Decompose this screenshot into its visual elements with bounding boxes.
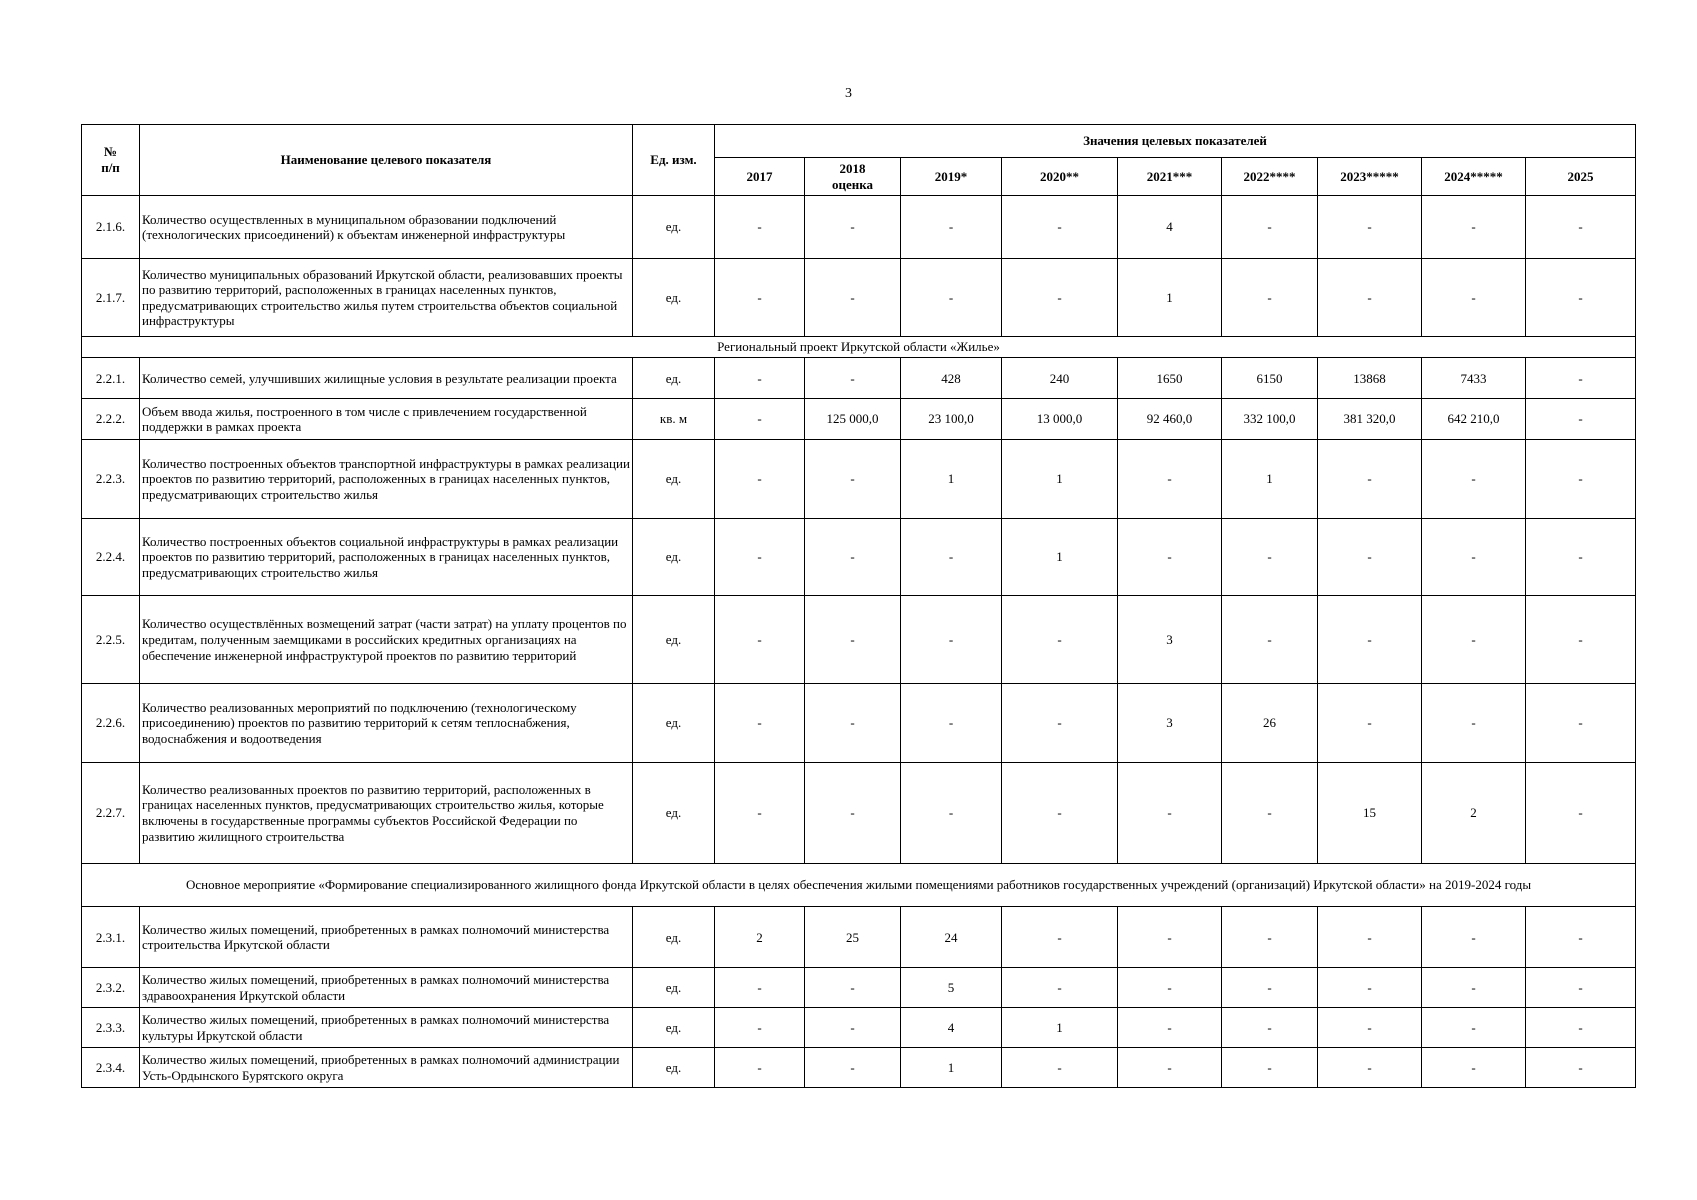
value-cell: - <box>1002 907 1118 968</box>
header-unit: Ед. изм. <box>633 125 715 196</box>
indicator-name: Объем ввода жилья, построенного в том числе с привлечением государственной поддержки в рамках проекта <box>140 399 633 440</box>
unit-cell: ед. <box>633 518 715 595</box>
value-cell: - <box>715 518 805 595</box>
value-cell: - <box>901 259 1002 336</box>
value-cell: 13868 <box>1318 358 1422 399</box>
value-cell: - <box>1118 762 1222 863</box>
value-cell: - <box>1422 968 1526 1008</box>
value-cell: - <box>1422 259 1526 336</box>
row-number: 2.3.2. <box>82 968 140 1008</box>
value-cell: - <box>1118 907 1222 968</box>
unit-cell: ед. <box>633 907 715 968</box>
indicator-name: Количество жилых помещений, приобретенных в рамках полномочий администрации Усть-Ордынского Бурятского округа <box>140 1048 633 1088</box>
value-cell: - <box>1526 518 1636 595</box>
value-cell: 1 <box>1002 518 1118 595</box>
value-cell: 332 100,0 <box>1222 399 1318 440</box>
value-cell: - <box>1526 196 1636 259</box>
value-cell: - <box>1422 518 1526 595</box>
table-row <box>82 440 1636 519</box>
indicator-name: Количество муниципальных образований Иркутской области, реализовавших проекты по развитию территорий, расположенных в границах населенных пунктов, предусматривающих строительство жилья путем строительства объектов социальной инфраструктуры <box>140 259 633 336</box>
value-cell: - <box>715 762 805 863</box>
value-cell: - <box>715 196 805 259</box>
value-cell: - <box>1002 596 1118 684</box>
table-row <box>82 1008 1636 1048</box>
value-cell: - <box>1526 596 1636 684</box>
value-cell: - <box>1422 684 1526 763</box>
value-cell: 428 <box>901 358 1002 399</box>
value-cell: - <box>1222 518 1318 595</box>
value-cell: - <box>1422 1048 1526 1088</box>
value-cell: - <box>901 196 1002 259</box>
indicator-name: Количество жилых помещений, приобретенных в рамках полномочий министерства культуры Иркутской области <box>140 1008 633 1048</box>
value-cell: - <box>1222 968 1318 1008</box>
value-cell: - <box>805 1048 901 1088</box>
value-cell: - <box>715 596 805 684</box>
value-cell: - <box>805 762 901 863</box>
section-row <box>82 336 1636 358</box>
value-cell: - <box>1422 1008 1526 1048</box>
value-cell: - <box>1318 907 1422 968</box>
value-cell: - <box>805 518 901 595</box>
row-number: 2.2.2. <box>82 399 140 440</box>
value-cell: - <box>901 684 1002 763</box>
value-cell: - <box>1002 762 1118 863</box>
value-cell: - <box>1002 1048 1118 1088</box>
value-cell: 381 320,0 <box>1318 399 1422 440</box>
unit-cell: ед. <box>633 596 715 684</box>
table-row <box>82 1048 1636 1088</box>
value-cell: 24 <box>901 907 1002 968</box>
value-cell: - <box>1118 1048 1222 1088</box>
value-cell: 3 <box>1118 684 1222 763</box>
header-year: 2018 оценка <box>805 158 901 196</box>
value-cell: - <box>1002 968 1118 1008</box>
value-cell: 240 <box>1002 358 1118 399</box>
header-name: Наименование целевого показателя <box>140 125 633 196</box>
value-cell: - <box>1118 1008 1222 1048</box>
value-cell: - <box>1222 1008 1318 1048</box>
value-cell: - <box>715 1048 805 1088</box>
value-cell: 7433 <box>1422 358 1526 399</box>
value-cell: - <box>1526 358 1636 399</box>
value-cell: - <box>1222 596 1318 684</box>
value-cell: 1 <box>1002 440 1118 519</box>
value-cell: 1 <box>901 1048 1002 1088</box>
value-cell: - <box>1318 596 1422 684</box>
value-cell: 13 000,0 <box>1002 399 1118 440</box>
indicator-name: Количество построенных объектов транспортной инфраструктуры в рамках реализации проектов по развитию территорий, расположенных в границах населенных пунктов, предусматривающих строительство жилья <box>140 440 633 519</box>
value-cell: - <box>1526 684 1636 763</box>
unit-cell: ед. <box>633 968 715 1008</box>
value-cell: - <box>715 968 805 1008</box>
unit-cell: ед. <box>633 196 715 259</box>
value-cell: - <box>901 518 1002 595</box>
value-cell: 26 <box>1222 684 1318 763</box>
row-number: 2.3.1. <box>82 907 140 968</box>
row-number: 2.1.6. <box>82 196 140 259</box>
row-number: 2.3.4. <box>82 1048 140 1088</box>
table-row <box>82 259 1636 336</box>
value-cell: 3 <box>1118 596 1222 684</box>
value-cell: - <box>1222 907 1318 968</box>
header-year: 2022**** <box>1222 158 1318 196</box>
table-body <box>82 196 1636 1088</box>
header-num: № п/п <box>82 125 140 196</box>
header-year: 2021*** <box>1118 158 1222 196</box>
value-cell: 4 <box>1118 196 1222 259</box>
indicator-name: Количество построенных объектов социальной инфраструктуры в рамках реализации проектов по развитию территорий, расположенных в границах населенных пунктов, предусматривающих строительство жилья <box>140 518 633 595</box>
value-cell: - <box>901 596 1002 684</box>
value-cell: - <box>715 259 805 336</box>
value-cell: 1650 <box>1118 358 1222 399</box>
section-title: Основное мероприятие «Формирование специализированного жилищного фонда Иркутской области в целях обеспечения жилыми помещениями работников государственных учреждений (организаций) Иркутской области» на 2019-2024 годы <box>82 864 1636 907</box>
value-cell: - <box>1118 440 1222 519</box>
table-row <box>82 358 1636 399</box>
value-cell: - <box>805 596 901 684</box>
value-cell: 1 <box>1222 440 1318 519</box>
value-cell: 15 <box>1318 762 1422 863</box>
row-number: 2.2.7. <box>82 762 140 863</box>
value-cell: - <box>805 259 901 336</box>
value-cell: - <box>1002 684 1118 763</box>
value-cell: - <box>805 358 901 399</box>
header-year: 2017 <box>715 158 805 196</box>
table-row <box>82 399 1636 440</box>
value-cell: - <box>1002 196 1118 259</box>
value-cell: 2 <box>1422 762 1526 863</box>
indicator-name: Количество осуществленных в муниципальном образовании подключений (технологических присоединений) к объектам инженерной инфраструктуры <box>140 196 633 259</box>
value-cell: - <box>1222 1048 1318 1088</box>
value-cell: - <box>1526 968 1636 1008</box>
value-cell: - <box>1118 968 1222 1008</box>
header-year: 2020** <box>1002 158 1118 196</box>
table-header <box>82 125 1636 196</box>
unit-cell: ед. <box>633 684 715 763</box>
value-cell: 5 <box>901 968 1002 1008</box>
header-year: 2019* <box>901 158 1002 196</box>
value-cell: - <box>1422 440 1526 519</box>
table-row <box>82 596 1636 684</box>
value-cell: - <box>805 196 901 259</box>
unit-cell: ед. <box>633 358 715 399</box>
value-cell: - <box>1526 762 1636 863</box>
indicator-name: Количество жилых помещений, приобретенных в рамках полномочий министерства строительства Иркутской области <box>140 907 633 968</box>
header-year: 2023***** <box>1318 158 1422 196</box>
section-row <box>82 864 1636 907</box>
value-cell: - <box>1526 259 1636 336</box>
value-cell: - <box>1526 1008 1636 1048</box>
value-cell: - <box>901 762 1002 863</box>
table-row <box>82 968 1636 1008</box>
indicator-name: Количество реализованных мероприятий по подключению (технологическому присоединению) проектов по развитию территорий к сетям теплоснабжения, водоснабжения и водоотведения <box>140 684 633 763</box>
value-cell: - <box>1318 518 1422 595</box>
unit-cell: ед. <box>633 1008 715 1048</box>
value-cell: - <box>1526 399 1636 440</box>
value-cell: - <box>805 1008 901 1048</box>
value-cell: - <box>1318 196 1422 259</box>
indicator-name: Количество семей, улучшивших жилищные условия в результате реализации проекта <box>140 358 633 399</box>
value-cell: - <box>1318 968 1422 1008</box>
unit-cell: ед. <box>633 762 715 863</box>
value-cell: - <box>805 440 901 519</box>
value-cell: - <box>1318 440 1422 519</box>
value-cell: - <box>1222 196 1318 259</box>
indicator-name: Количество осуществлённых возмещений затрат (части затрат) на уплату процентов по кредитам, полученным заемщиками в российских кредитных организациях на обеспечение инженерной инфраструктурой проектов по развитию территорий <box>140 596 633 684</box>
table-row <box>82 762 1636 863</box>
row-number: 2.2.3. <box>82 440 140 519</box>
value-cell: - <box>1318 1008 1422 1048</box>
table-row <box>82 518 1636 595</box>
indicator-name: Количество реализованных проектов по развитию территорий, расположенных в границах населенных пунктов, предусматривающих строительство жилья, которые включены в государственные программы субъектов Российской Федерации по развитию жилищного строительства <box>140 762 633 863</box>
value-cell: - <box>1318 1048 1422 1088</box>
value-cell: - <box>1526 1048 1636 1088</box>
unit-cell: ед. <box>633 259 715 336</box>
value-cell: - <box>1526 907 1636 968</box>
header-year: 2025 <box>1526 158 1636 196</box>
table-row <box>82 907 1636 968</box>
value-cell: - <box>1318 259 1422 336</box>
unit-cell: ед. <box>633 440 715 519</box>
value-cell: - <box>715 399 805 440</box>
row-number: 2.2.1. <box>82 358 140 399</box>
value-cell: 125 000,0 <box>805 399 901 440</box>
value-cell: - <box>805 684 901 763</box>
value-cell: - <box>1318 684 1422 763</box>
target-indicators-table <box>81 124 1636 1088</box>
unit-cell: ед. <box>633 1048 715 1088</box>
indicator-name: Количество жилых помещений, приобретенных в рамках полномочий министерства здравоохранения Иркутской области <box>140 968 633 1008</box>
value-cell: - <box>1422 596 1526 684</box>
row-number: 2.2.6. <box>82 684 140 763</box>
value-cell: - <box>1422 907 1526 968</box>
unit-cell: кв. м <box>633 399 715 440</box>
value-cell: - <box>715 1008 805 1048</box>
value-cell: - <box>1222 259 1318 336</box>
header-values: Значения целевых показателей <box>715 125 1636 158</box>
value-cell: 4 <box>901 1008 1002 1048</box>
value-cell: - <box>1118 518 1222 595</box>
header-year: 2024***** <box>1422 158 1526 196</box>
value-cell: - <box>1002 259 1118 336</box>
value-cell: 642 210,0 <box>1422 399 1526 440</box>
value-cell: 1 <box>901 440 1002 519</box>
value-cell: 23 100,0 <box>901 399 1002 440</box>
row-number: 2.3.3. <box>82 1008 140 1048</box>
table-row <box>82 196 1636 259</box>
value-cell: - <box>1526 440 1636 519</box>
value-cell: 25 <box>805 907 901 968</box>
row-number: 2.2.4. <box>82 518 140 595</box>
value-cell: - <box>1222 762 1318 863</box>
value-cell: 1 <box>1002 1008 1118 1048</box>
row-number: 2.1.7. <box>82 259 140 336</box>
value-cell: 2 <box>715 907 805 968</box>
value-cell: 6150 <box>1222 358 1318 399</box>
value-cell: - <box>1422 196 1526 259</box>
row-number: 2.2.5. <box>82 596 140 684</box>
page-number: 3 <box>845 86 852 101</box>
value-cell: - <box>715 684 805 763</box>
value-cell: 1 <box>1118 259 1222 336</box>
value-cell: - <box>715 358 805 399</box>
table-row <box>82 684 1636 763</box>
section-title: Региональный проект Иркутской области «Жилье» <box>82 336 1636 358</box>
value-cell: 92 460,0 <box>1118 399 1222 440</box>
value-cell: - <box>715 440 805 519</box>
value-cell: - <box>805 968 901 1008</box>
